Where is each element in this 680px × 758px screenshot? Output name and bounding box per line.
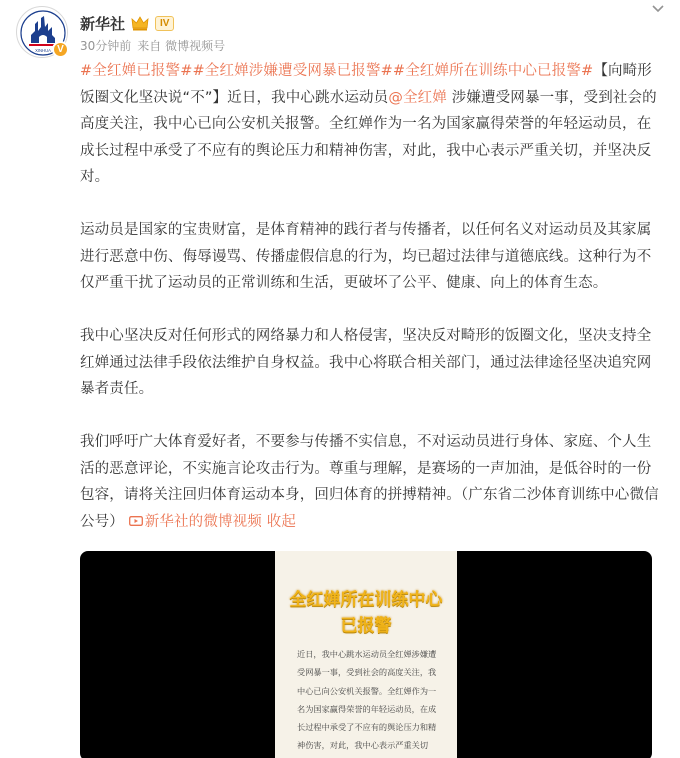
paragraph-1 [80,58,660,191]
mention-link[interactable]: @全红婵 [388,89,447,106]
collapse-button[interactable]: 收起 [266,513,296,530]
video-poster [275,551,457,758]
paragraph-2: 运动员是国家的宝贵财富，是体育精神的践行者与传播者，以任何名义对运动员及其家属进行恶意中伤、侮辱谩骂、传播虚假信息的行为，均已超过法律与道德底线。这种行为不仅严重干扰了运动员的正常训练和生活，更破坏了公平、健康、向上的体育生态。 [80,222,652,291]
video-link-label: 新华社的微博视频 [144,513,262,530]
avatar[interactable] [16,6,68,58]
paragraph-3: 我中心坚决反对任何形式的网络暴力和人格侵害，坚决反对畸形的饭圈文化，坚决支持全红婵通过法律手段依法维护自身权益。我中心将联合相关部门，通过法律途径坚决追究网暴者责任。 [80,328,652,397]
video-icon [129,515,143,527]
poster-title-line-1: 全红婵所在训练中心 [289,590,443,610]
level-badge: IV [155,16,174,31]
post-time: 30分钟前 [80,39,132,53]
video-player[interactable] [80,551,652,758]
poster-title-line-2: 已报警 [340,616,392,636]
chevron-down-icon[interactable] [650,2,666,16]
verified-v-icon: V [52,41,69,58]
author-line [80,12,174,34]
paragraph-1-text: 涉嫌遭受网暴一事，受到社会的高度关注，我中心已向公安机关报警。全红婵作为一名为国家赢得荣誉的年轻运动员，在成长过程中承受了不应有的舆论压力和精神伤害，对此，我中心表示严重关切，并坚决反对。 [80,89,657,185]
post-header [0,0,680,60]
poster-text: 近日，我中心跳水运动员全红婵涉嫌遭受网暴一事，受到社会的高度关注，我中心已向公安机关报警。全红婵作为一名为国家赢得荣誉的年轻运动员，在成长过程中承受了不应有的舆论压力和精神伤害，对此，我中心表示严重关切 [297,649,437,751]
hashtag-3[interactable]: #全红婵所在训练中心已报警# [392,63,594,79]
paragraph-4 [80,429,660,535]
video-link[interactable] [129,514,262,530]
paragraph-1-title: 【向畸形饭圈文化坚决说“不”】近日，我中心跳水运动员 [80,63,652,106]
hashtag-1[interactable]: #全红婵已报警# [80,63,193,79]
hashtag-2[interactable]: #全红婵涉嫌遭受网暴已报警# [192,63,393,79]
poster-title [275,587,457,639]
paragraph-4-text: 我们呼吁广大体育爱好者，不要参与传播不实信息，不对运动员进行身体、家庭、个人生活的恶意评论，不实施言论攻击行为。尊重与理解，是赛场的一声加油，是低谷时的一份包容，请将关注回归体育运动本身，回归体育的拼搏精神。（广东省二沙体育训练中心微信公号） [80,434,659,530]
post-meta [80,37,225,54]
post-body [80,58,660,562]
author-name[interactable]: 新华社 [80,14,126,33]
svg-text:XINHUA: XINHUA [35,48,51,53]
post-source[interactable]: 来自 微博视频号 [137,39,226,53]
crown-icon [131,15,149,31]
